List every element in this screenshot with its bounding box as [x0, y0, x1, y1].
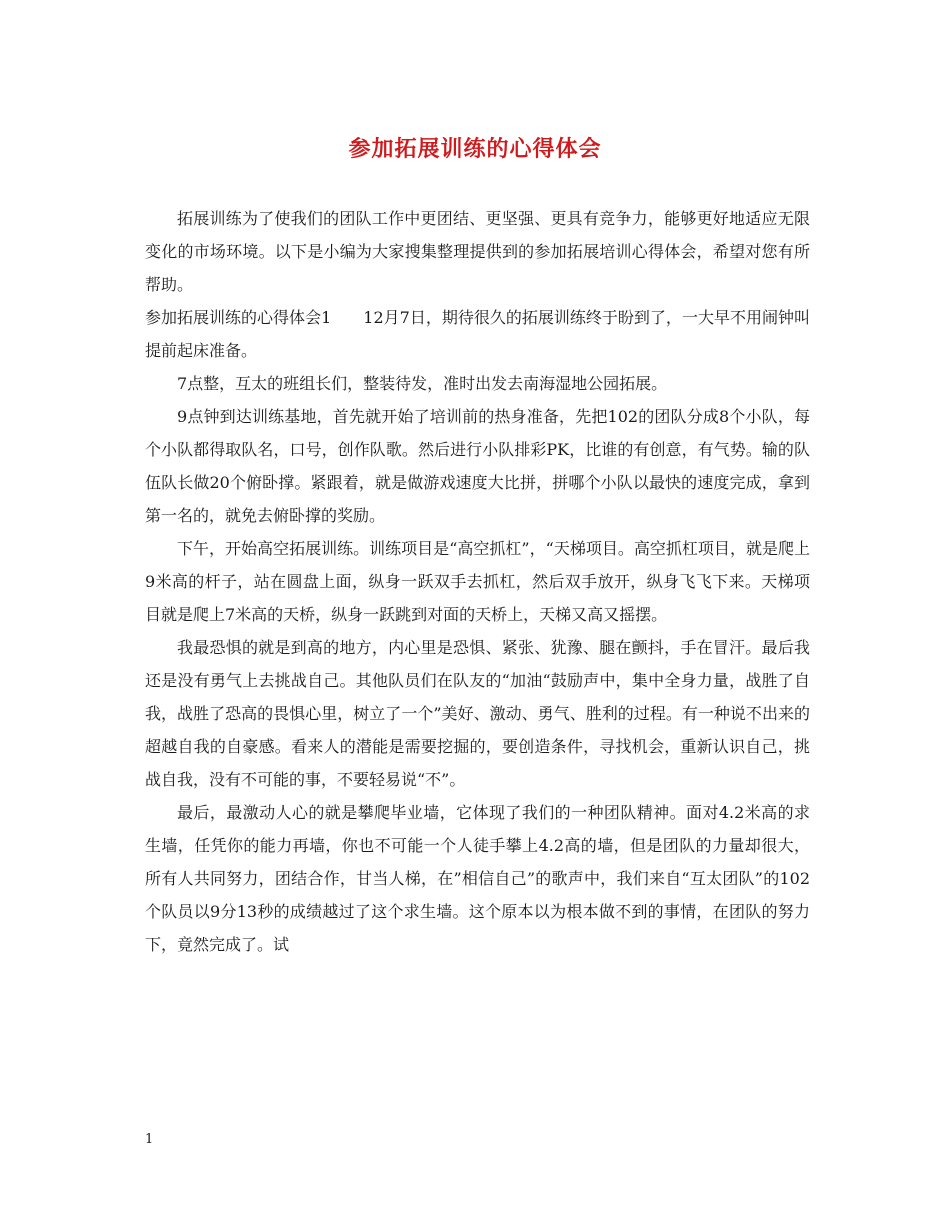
paragraph-fear: 我最恐惧的就是到高的地方，内心里是恐惧、紧张、犹豫、腿在颤抖，手在冒汗。最后我还是没有勇气上去挑战自己。其他队员们在队友的“加油“鼓励声中，集中全身力量，战胜了自我，战胜了恐高的畏惧心里，树立了一个”美好、激动、勇气、胜利的过程。有一种说不出来的超越自我的自豪感。看来人的潜能是需要挖掘的，要创造条件，寻找机会，重新认识自己，挑战自我，没有不可能的事，不要轻易说“不”。 [145, 638, 810, 789]
paragraph-high-altitude: 下午，开始高空拓展训练。训练项目是“高空抓杠”，“天梯项目。高空抓杠项目，就是爬上9米高的杆子，站在圆盘上面，纵身一跃双手去抓杠，然后双手放开，纵身飞飞下来。天梯项目就是爬上7米高的天桥，纵身一跃跳到对面的天桥上，天梯又高又摇摆。 [145, 539, 810, 624]
paragraph-section-heading: 参加拓展训练的心得体会1 12月7日，期待很久的拓展训练终于盼到了，一大早不用闹钟叫提前起床准备。 [145, 308, 810, 360]
paragraph-intro: 拓展训练为了使我们的团队工作中更团结、更坚强、更具有竞争力，能够更好地适应无限变化的市场环境。以下是小编为大家搜集整理提供到的参加拓展培训心得体会，希望对您有所帮助。 [145, 209, 810, 294]
document-title: 参加拓展训练的心得体会 [348, 136, 602, 162]
paragraph-warmup: 9点钟到达训练基地，首先就开始了培训前的热身准备，先把102的团队分成8个小队，每个小队都得取队名，口号，创作队歌。然后进行小队排彩PK，比谁的有创意，有气势。输的队伍队长做20个俯卧撑。紧跟着，就是做游戏速度大比拼，拼哪个小队以最快的速度完成，拿到第一名的，就免去俯卧撑的奖励。 [145, 407, 810, 525]
paragraph-graduation-wall: 最后，最激动人心的就是攀爬毕业墙，它体现了我们的一种团队精神。面对4.2米高的求生墙，任凭你的能力再墙，你也不可能一个人徒手攀上4.2高的墙，但是团队的力量却很大，所有人共同努力，团结合作，甘当人梯，在”相信自己”的歌声中，我们来自“互太团队”的102个队员以9分13秒的成绩越过了这个求生墙。这个原本以为根本做不到的事情，在团队的努力下，竟然完成了。试 [145, 803, 810, 954]
page-number: 1 [145, 1132, 154, 1147]
document-body [145, 202, 810, 961]
paragraph-departure: 7点整，互太的班组长们，整装待发，准时出发去南海湿地公园拓展。 [177, 374, 668, 393]
